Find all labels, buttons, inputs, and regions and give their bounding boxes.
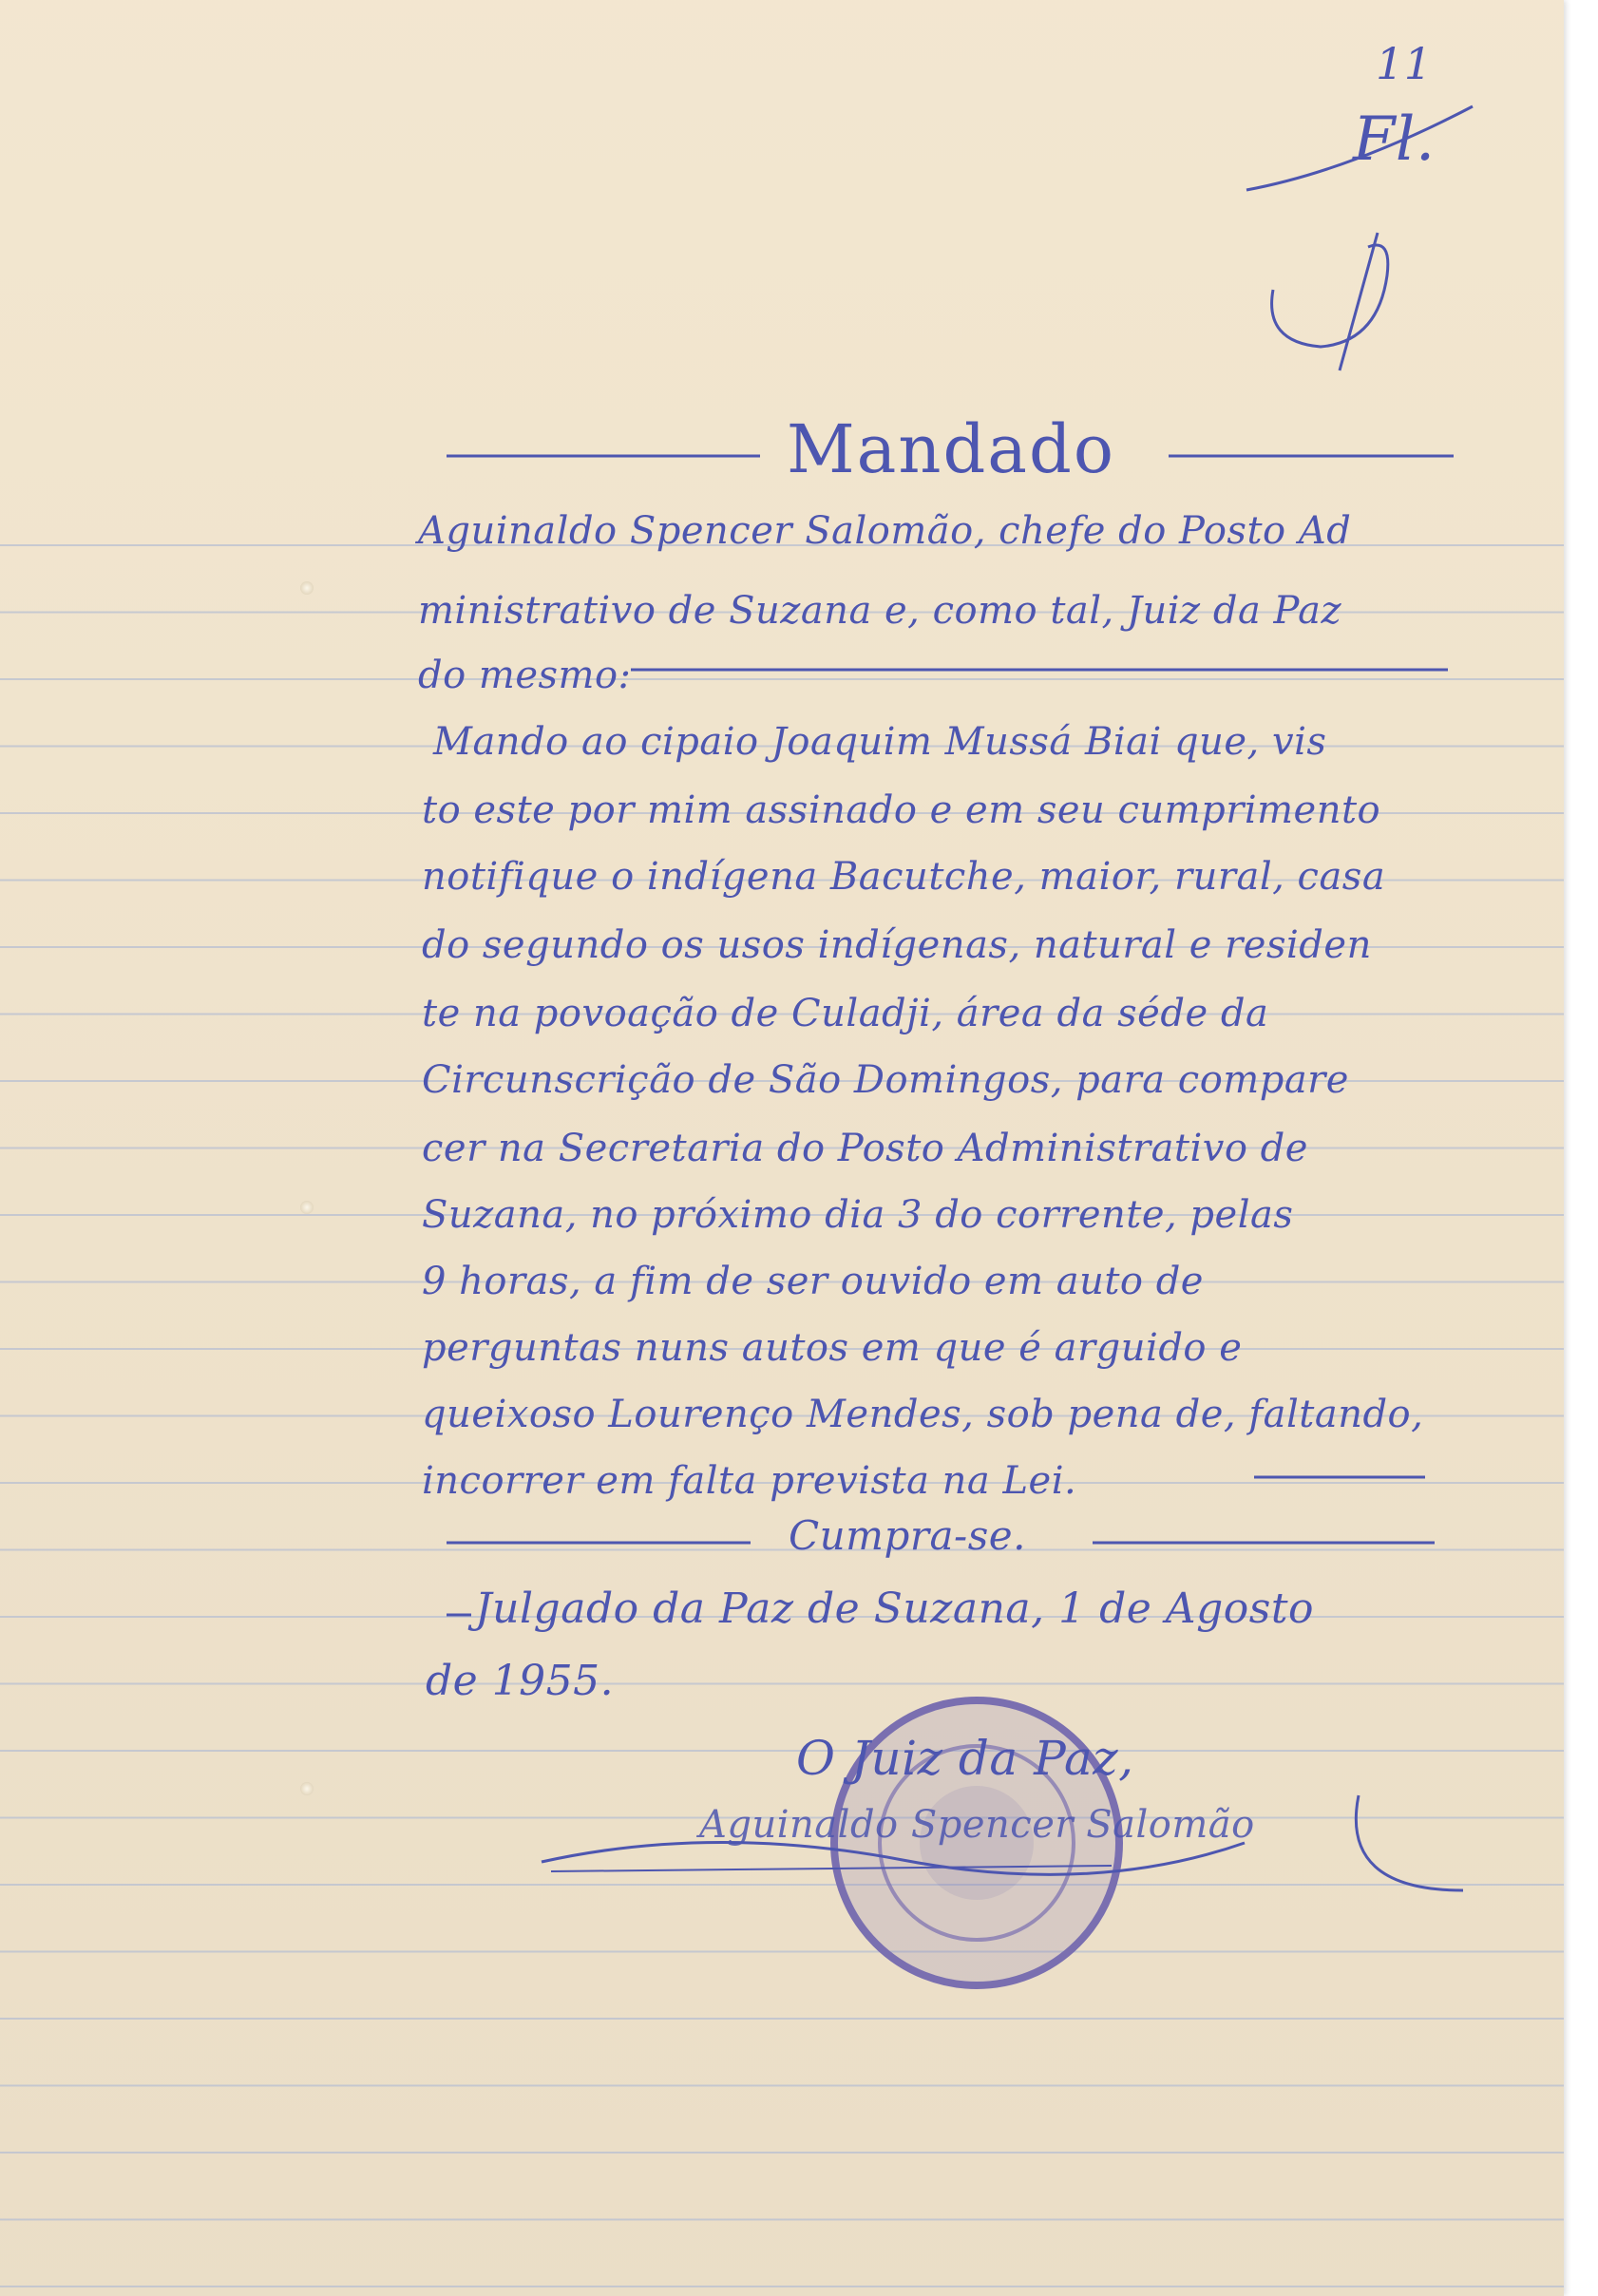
punch-hole [300, 1201, 314, 1214]
signature-title: O Juiz da Paz, [796, 1731, 1134, 1786]
body-line: Aguinaldo Spencer Salomão, chefe do Posto Ad [418, 509, 1352, 553]
body-line: do mesmo: [418, 654, 632, 697]
body-line: notifique o indígena Bacutche, maior, rural, casa [422, 855, 1386, 899]
body-line: perguntas nuns autos em que é arguido e [422, 1326, 1243, 1370]
body-line: to este por mim assinado e em seu cumprimento [422, 788, 1381, 832]
signature-strokes [523, 1786, 1473, 1938]
page-marks-strokes [1235, 57, 1482, 399]
body-line: 9 horas, a fim de ser ouvido em auto de [422, 1260, 1204, 1303]
body-line: te na povoação de Culadji, área da séde da [422, 992, 1269, 1035]
body-line: Mando ao cipaio Joaquim Mussá Biai que, vis [433, 720, 1327, 764]
body-line: queixoso Lourenço Mendes, sob pena de, faltando, [422, 1393, 1424, 1436]
body-line: Suzana, no próximo dia 3 do corrente, pelas [422, 1193, 1294, 1237]
document-title: Mandado [787, 410, 1115, 488]
body-line: do segundo os usos indígenas, natural e residen [422, 923, 1372, 967]
body-line: Circunscrição de São Domingos, para compare [422, 1058, 1349, 1102]
body-line: ministrativo de Suzana e, como tal, Juiz da Paz [418, 589, 1342, 633]
punch-hole [300, 1782, 314, 1795]
body-line: cer na Secretaria do Posto Administrativo de [422, 1127, 1308, 1170]
punch-hole [300, 581, 314, 595]
signature-name: Aguinaldo Spencer Salomão [699, 1803, 1255, 1847]
date-line: Julgado da Paz de Suzana, 1 de Agosto [475, 1584, 1314, 1633]
folio-mark: Fl. [1353, 104, 1436, 175]
date-line: de 1955. [426, 1657, 615, 1705]
fill-dash [631, 655, 1448, 684]
fill-dash [1254, 1463, 1425, 1491]
closing-text: Cumpra-se. [789, 1512, 1026, 1559]
body-line: incorrer em falta prevista na Lei. [422, 1459, 1077, 1503]
page-number: 11 [1376, 38, 1433, 89]
